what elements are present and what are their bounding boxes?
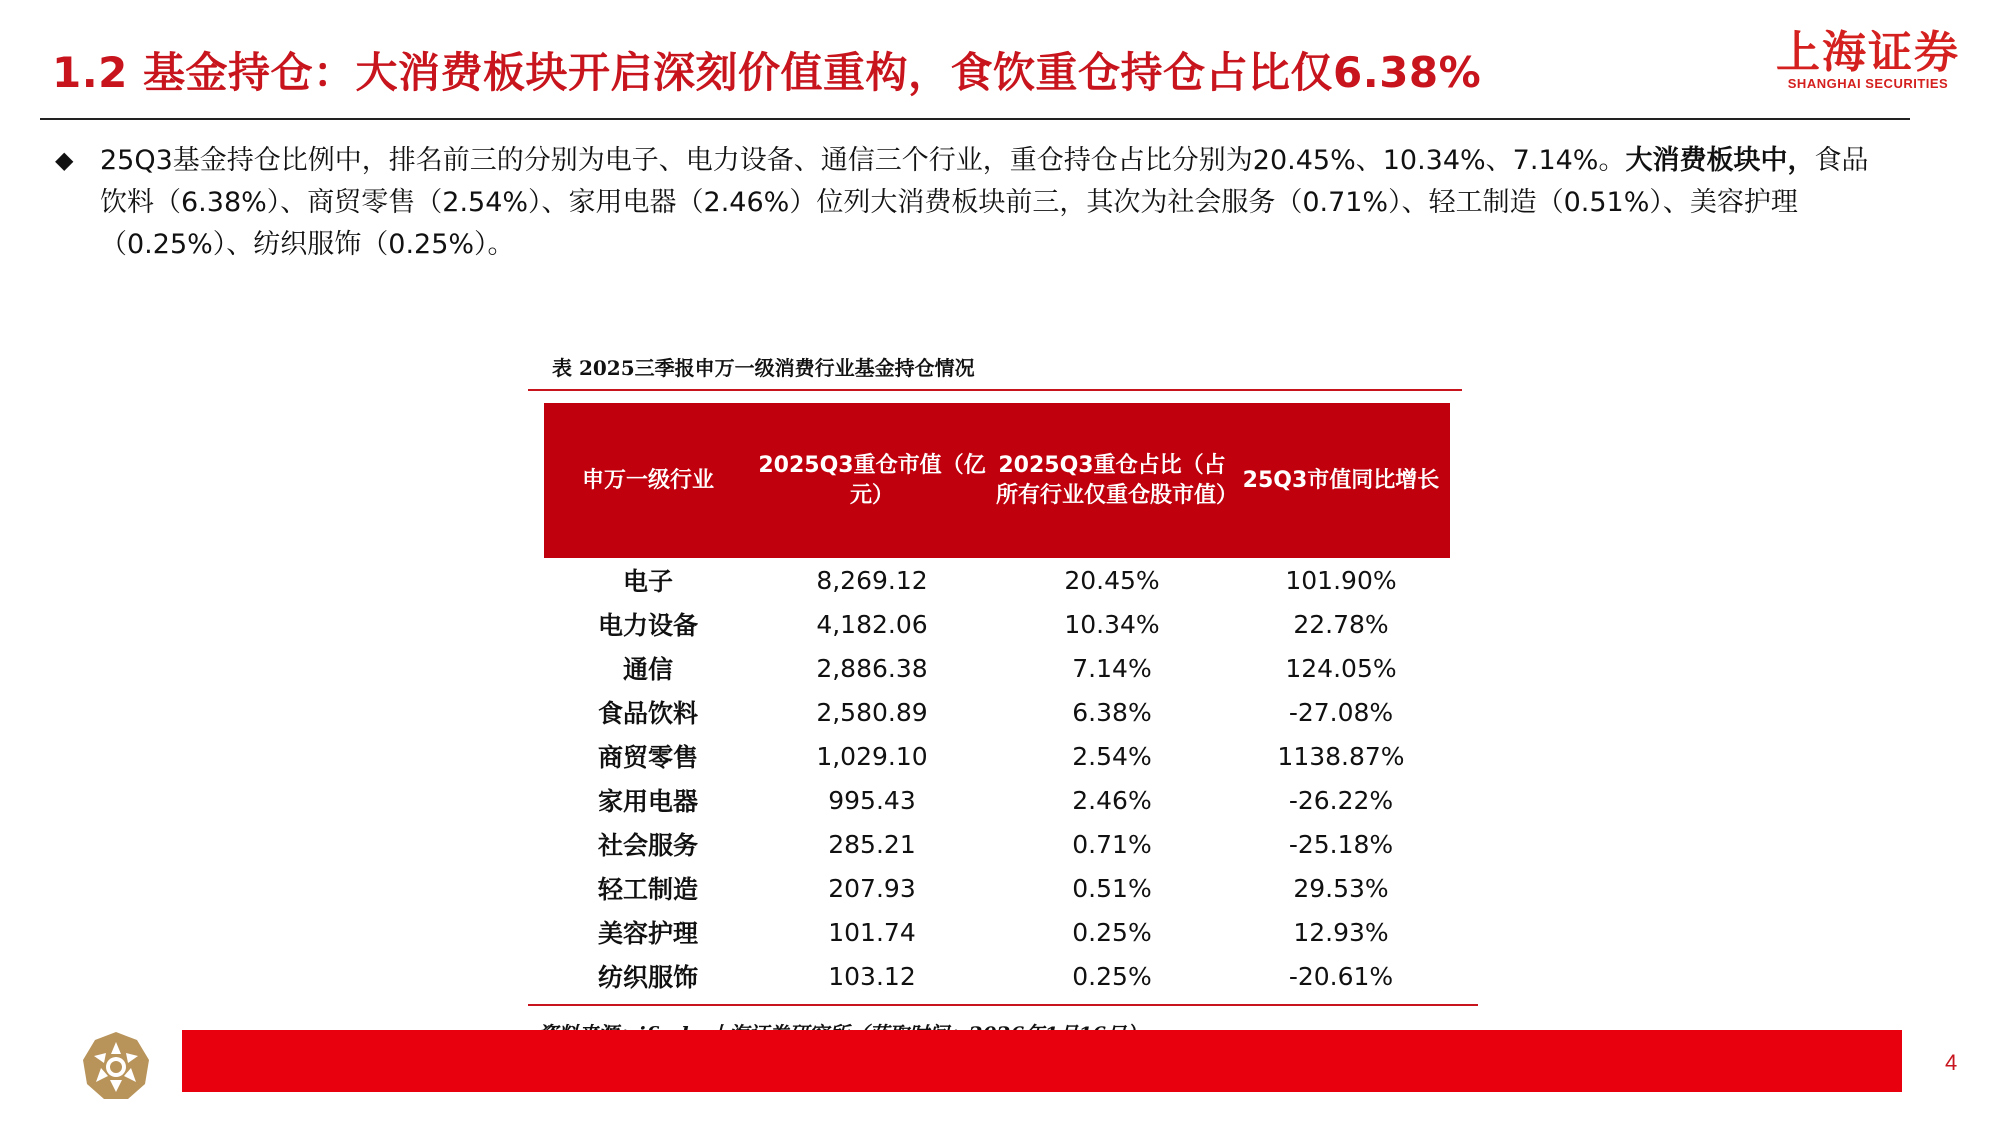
cell-yoy-growth: 124.05% [1285, 653, 1397, 683]
cell-industry: 商贸零售 [597, 743, 698, 772]
cell-industry: 食品饮料 [597, 699, 698, 728]
cell-industry: 美容护理 [597, 919, 698, 948]
cell-industry: 纺织服饰 [597, 963, 698, 992]
table-header-row [544, 403, 1450, 558]
cell-share: 2.54% [1072, 741, 1152, 771]
summary-text-part2: 食品饮料（6.38%）、商贸零售（2.54%）、家用电器（2.46%）位列大消费板块前三，其次为社会服务（0.71%）、轻工制造（0.51%）、美容护理（0.25%）、纺织服饰（0.25%）。 [100, 145, 1869, 260]
company-emblem-icon [80, 1030, 152, 1102]
footer-bar [182, 1030, 1902, 1092]
page-number: 4 [1945, 1050, 1958, 1075]
holdings-table [544, 403, 1450, 998]
table-row [544, 866, 1450, 910]
summary-text-bold: 大消费板块中， [1625, 145, 1815, 176]
cell-yoy-growth: 1138.87% [1277, 741, 1405, 771]
cell-yoy-growth: 101.90% [1285, 565, 1397, 595]
summary-text-part1: 25Q3基金持仓比例中，排名前三的分别为电子、电力设备、通信三个行业，重仓持仓占比分别为20.45%、10.34%、7.14%。 [100, 145, 1626, 176]
cell-yoy-growth: -27.08% [1288, 697, 1394, 727]
header-divider [40, 118, 1910, 120]
cell-industry: 家用电器 [597, 787, 698, 816]
cell-market-value: 285.21 [828, 829, 916, 859]
cell-market-value: 1,029.10 [816, 741, 928, 771]
summary-bullet [55, 140, 1885, 266]
cell-yoy-growth: -25.18% [1288, 829, 1394, 859]
cell-share: 0.71% [1072, 829, 1152, 859]
column-header-yoy-growth: 25Q3市值同比增长 [1232, 403, 1450, 558]
cell-share: 20.45% [1064, 565, 1160, 595]
cell-share: 7.14% [1072, 653, 1152, 683]
cell-industry: 通信 [622, 655, 673, 684]
cell-market-value: 207.93 [828, 873, 916, 903]
cell-share: 0.25% [1072, 917, 1152, 947]
company-logo [1776, 27, 1960, 92]
table-row [544, 602, 1450, 646]
holdings-table-section [528, 352, 1478, 1047]
column-header-industry: 申万一级行业 [544, 403, 752, 558]
table-row [544, 910, 1450, 954]
cell-share: 0.25% [1072, 961, 1152, 991]
cell-industry: 电子 [622, 567, 673, 596]
cell-share: 2.46% [1072, 785, 1152, 815]
cell-market-value: 8,269.12 [816, 565, 928, 595]
cell-share: 10.34% [1064, 609, 1160, 639]
cell-yoy-growth: 22.78% [1293, 609, 1389, 639]
cell-market-value: 2,886.38 [816, 653, 928, 683]
column-header-market-value: 2025Q3重仓市值（亿元） [752, 403, 992, 558]
table-row [544, 734, 1450, 778]
cell-industry: 电力设备 [597, 611, 698, 640]
table-bottom-rule [528, 1004, 1478, 1006]
cell-market-value: 2,580.89 [816, 697, 928, 727]
cell-yoy-growth: 12.93% [1293, 917, 1389, 947]
cell-market-value: 103.12 [828, 961, 916, 991]
cell-yoy-growth: -26.22% [1288, 785, 1394, 815]
cell-yoy-growth: -20.61% [1288, 961, 1394, 991]
cell-market-value: 4,182.06 [816, 609, 928, 639]
logo-chinese-name: 上海证券 [1776, 27, 1960, 78]
cell-market-value: 995.43 [828, 785, 916, 815]
table-row [544, 954, 1450, 998]
table-row [544, 558, 1450, 602]
cell-share: 0.51% [1072, 873, 1152, 903]
cell-market-value: 101.74 [828, 917, 916, 947]
page-title: 1.2 基金持仓：大消费板块开启深刻价值重构，食饮重仓持仓占比仅6.38% [52, 48, 1482, 97]
table-caption: 表 2025三季报申万一级消费行业基金持仓情况 [528, 352, 1462, 391]
table-row [544, 690, 1450, 734]
diamond-bullet-icon: ◆ [55, 146, 74, 174]
cell-yoy-growth: 29.53% [1293, 873, 1389, 903]
cell-industry: 轻工制造 [597, 875, 698, 904]
logo-english-name: SHANGHAI SECURITIES [1787, 76, 1949, 92]
table-row [544, 778, 1450, 822]
cell-share: 6.38% [1072, 697, 1152, 727]
cell-industry: 社会服务 [597, 831, 698, 860]
table-row [544, 646, 1450, 690]
column-header-share: 2025Q3重仓占比（占所有行业仅重仓股市值） [992, 403, 1232, 558]
summary-text [100, 140, 1885, 266]
table-row [544, 822, 1450, 866]
